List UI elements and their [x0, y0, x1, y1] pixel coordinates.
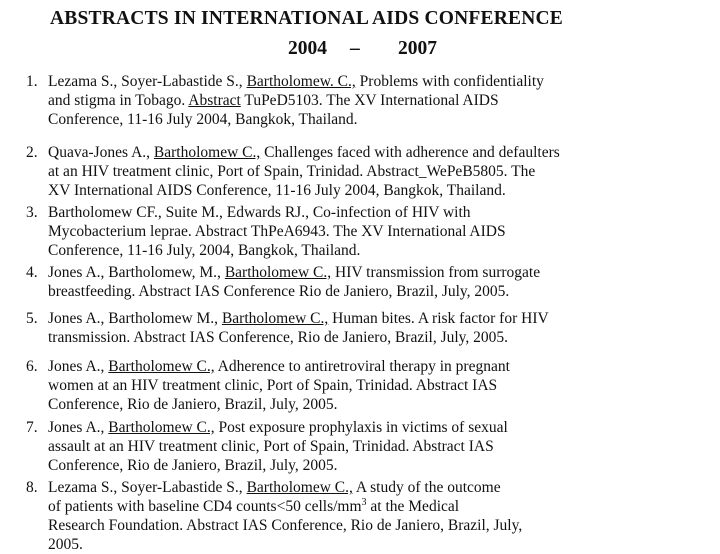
reference-line: breastfeeding. Abstract IAS Conference Rio de Janiero, Brazil, July, 2005. — [48, 283, 510, 300]
reference-title: Human bites. A risk factor for HIV — [328, 310, 549, 327]
reference-number: 7. — [26, 419, 38, 436]
reference-highlighted-author: Bartholomew C., — [224, 264, 332, 281]
reference-line — [48, 478, 522, 497]
reference-line: transmission. Abstract IAS Conference, Rio de Janiero, Brazil, July, 2005. — [48, 329, 509, 346]
year-start: 2004 — [288, 38, 327, 59]
reference-text-segment: at the Medical — [366, 498, 460, 515]
reference-line — [48, 418, 508, 437]
reference-number: 8. — [26, 479, 38, 496]
reference-line: Bartholomew CF., Suite M., Edwards RJ., Co-infection of HIV with — [48, 204, 471, 221]
reference-line — [48, 497, 522, 516]
reference-title: HIV transmission from surrogate — [331, 264, 541, 281]
reference-line — [48, 263, 540, 282]
document-title: ABSTRACTS IN INTERNATIONAL AIDS CONFERENCE — [50, 8, 563, 29]
reference-authors: Jones A., — [48, 358, 109, 375]
reference-number: 6. — [26, 358, 38, 375]
reference-line — [48, 143, 560, 162]
reference-authors: Lezama S., Soyer-Labastide S., — [48, 73, 247, 90]
reference-line: Conference, Rio de Janiero, Brazil, July, 2005. — [48, 457, 338, 474]
reference-highlighted-author: Bartholomew C., — [221, 310, 329, 327]
reference-authors: Jones A., — [48, 419, 109, 436]
reference-line: 2005. — [48, 536, 83, 553]
reference-line: Conference, 11-16 July, 2004, Bangkok, Thailand. — [48, 242, 361, 259]
reference-authors: Jones A., Bartholomew M., — [48, 310, 222, 327]
reference-line: Research Foundation. Abstract IAS Conference, Rio de Janiero, Brazil, July, — [48, 517, 523, 534]
reference-line: assault at an HIV treatment clinic, Port of Spain, Trinidad. Abstract IAS — [48, 438, 494, 455]
reference-number: 5. — [26, 310, 38, 327]
reference-text-segment: of patients with baseline CD4 counts<50 cells/mm — [48, 498, 362, 515]
reference-title: Adherence to antiretroviral therapy in pregnant — [214, 358, 510, 375]
reference-text — [48, 418, 508, 475]
reference-number: 4. — [26, 264, 38, 281]
reference-line — [48, 91, 544, 110]
reference-title: Post exposure prophylaxis in victims of sexual — [214, 419, 508, 436]
reference-line — [48, 309, 549, 328]
reference-text — [48, 203, 506, 260]
reference-line: XV International AIDS Conference, 11-16 July 2004, Bangkok, Thailand. — [48, 182, 506, 199]
year-dash: – — [350, 38, 360, 59]
year-end: 2007 — [398, 38, 437, 59]
reference-text-segment: and stigma in Tobago. — [48, 92, 189, 109]
reference-text — [48, 72, 544, 129]
reference-text-segment: TuPeD5103. The XV International AIDS — [240, 92, 499, 109]
reference-text — [48, 309, 549, 347]
reference-title: A study of the outcome — [352, 479, 501, 496]
reference-line — [48, 357, 510, 376]
reference-authors: Quava-Jones A., — [48, 144, 154, 161]
reference-line: Conference, Rio de Janiero, Brazil, July, 2005. — [48, 396, 338, 413]
reference-line: Mycobacterium leprae. Abstract ThPeA6943. The XV International AIDS — [48, 223, 506, 240]
reference-title: Problems with confidentiality — [355, 73, 544, 90]
reference-title: Challenges faced with adherence and defaulters — [260, 144, 560, 161]
reference-line: Conference, 11-16 July 2004, Bangkok, Thailand. — [48, 111, 358, 128]
superscript-exponent: 3 — [361, 496, 367, 508]
reference-authors: Lezama S., Soyer-Labastide S., — [48, 479, 247, 496]
reference-text — [48, 357, 510, 414]
reference-highlighted-author: Bartholomew. C., — [246, 73, 356, 90]
reference-number: 2. — [26, 144, 38, 161]
reference-highlighted-author: Bartholomew C., — [153, 144, 261, 161]
reference-text — [48, 478, 522, 554]
reference-abstract-label: Abstract — [188, 92, 241, 109]
reference-text — [48, 143, 560, 200]
reference-line: at an HIV treatment clinic, Port of Spain, Trinidad. Abstract_WePeB5805. The — [48, 163, 536, 180]
reference-number: 3. — [26, 204, 38, 221]
reference-number: 1. — [26, 73, 38, 90]
reference-line — [48, 72, 544, 91]
reference-authors: Jones A., Bartholomew, M., — [48, 264, 225, 281]
reference-highlighted-author: Bartholomew C., — [108, 419, 215, 436]
reference-text — [48, 263, 540, 301]
reference-line: women at an HIV treatment clinic, Port of Spain, Trinidad. Abstract IAS — [48, 377, 498, 394]
reference-highlighted-author: Bartholomew C., — [246, 479, 353, 496]
reference-highlighted-author: Bartholomew C., — [108, 358, 215, 375]
